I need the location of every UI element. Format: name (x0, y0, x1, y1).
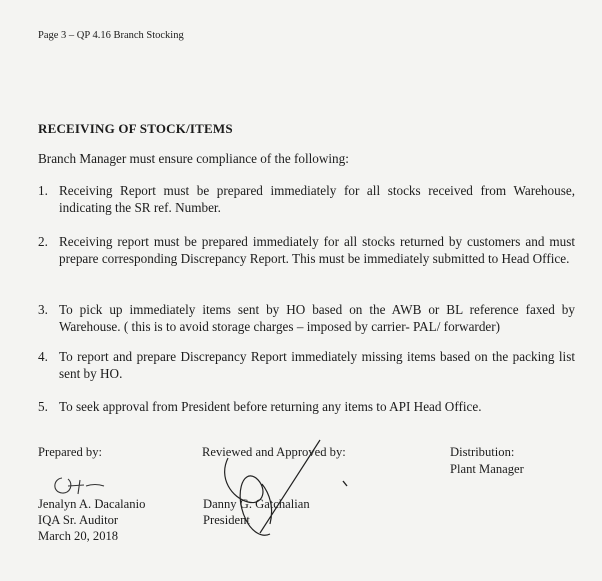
preparer-name: Jenalyn A. Dacalanio (38, 497, 146, 511)
list-item-text: To seek approval from President before returning any items to API Head Office. (59, 399, 482, 414)
intro-text: Branch Manager must ensure compliance of the following: (38, 151, 349, 166)
list-item-number: 4. (38, 349, 48, 364)
prepared-date: March 20, 2018 (38, 529, 119, 543)
list-item-text: Receiving Report must be prepared immediately for all stocks received from Warehouse, indicating the SR ref. Number. (59, 183, 575, 215)
distribution-recipient: Plant Manager (450, 462, 524, 476)
list-item-text: To pick up immediately items sent by HO based on the AWB or BL reference faxed by Warehouse. ( this is to avoid storage charges – imposed by carrier- PAL/ forwarder) (59, 302, 575, 334)
signature-reviewed (200, 438, 350, 543)
reviewer-position: President (203, 513, 250, 527)
list-item-text: Receiving report must be prepared immediately for all stocks returned by customers and must prepare corresponding Discrepancy Report. This must be immediately submitted to Head Office. (59, 234, 575, 266)
list-item-text: To report and prepare Discrepancy Report immediately missing items based on the packing list sent by HO. (59, 349, 575, 381)
list-item-number: 1. (38, 183, 48, 198)
list-item-number: 2. (38, 234, 48, 249)
reviewer-name: Danny G. Gatchalian (203, 497, 310, 511)
list-item-number: 3. (38, 302, 48, 317)
reviewed-by-label: Reviewed and Approved by: (202, 445, 346, 459)
section-title: RECEIVING OF STOCK/ITEMS (38, 121, 233, 136)
prepared-by-label: Prepared by: (38, 445, 102, 459)
preparer-position: IQA Sr. Auditor (38, 513, 119, 527)
list-item-number: 5. (38, 399, 48, 414)
page-header: Page 3 – QP 4.16 Branch Stocking (38, 30, 184, 41)
distribution-label: Distribution: (450, 445, 515, 459)
